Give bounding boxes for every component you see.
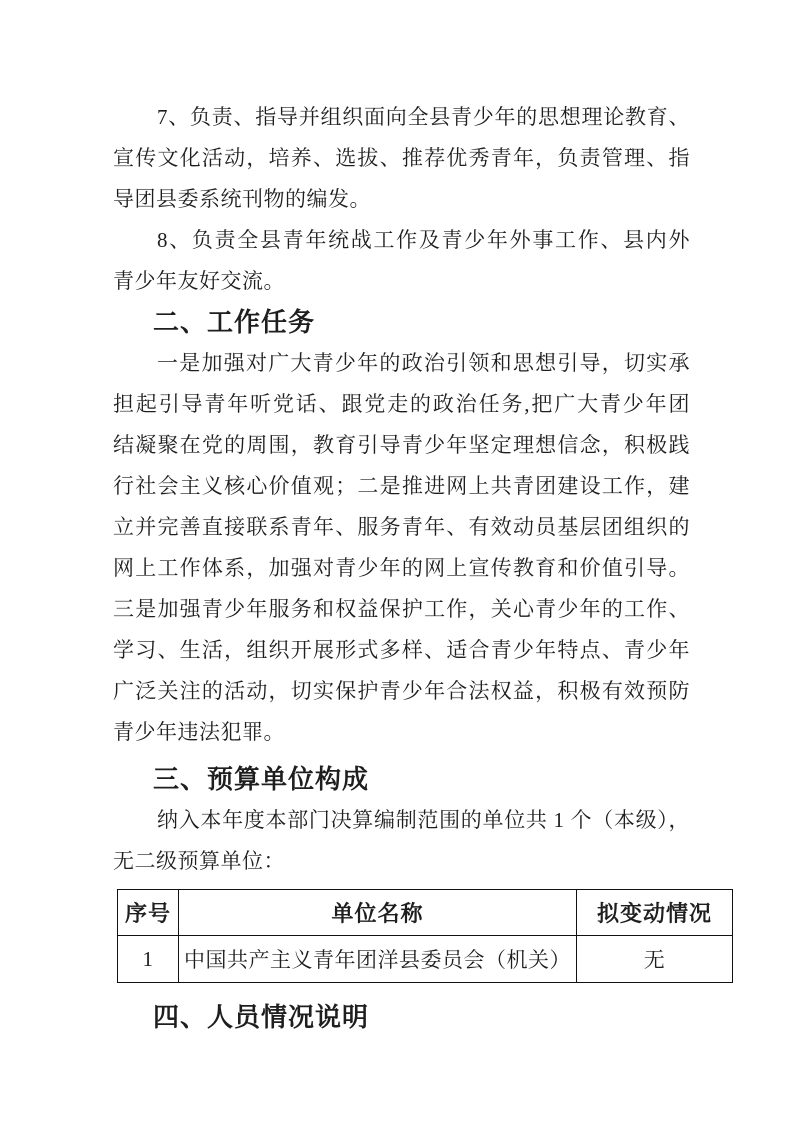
paragraph-line: 导团县委系统刊物的编发。	[113, 187, 371, 211]
section-heading-work-tasks: 二、工作任务	[153, 307, 316, 337]
unit-table	[117, 889, 733, 983]
paragraph-line: 宣传文化活动，培养、选拔、推荐优秀青年，负责管理、指	[113, 146, 690, 170]
table-header-cell-planned-change: 拟变动情况	[577, 890, 733, 936]
section-heading-personnel: 四、人员情况说明	[153, 1002, 370, 1032]
paragraph-line: 纳入本年度本部门决算编制范围的单位共 1 个（本级），	[157, 808, 690, 832]
paragraph-line: 结凝聚在党的周围，教育引导青少年坚定理想信念，积极践	[113, 433, 690, 457]
table-header-cell-index: 序号	[118, 890, 179, 936]
paragraph-line: 三是加强青少年服务和权益保护工作，关心青少年的工作、	[113, 597, 690, 621]
unit-table-header-row	[118, 890, 733, 936]
paragraph-line: 立并完善直接联系青年、服务青年、有效动员基层团组织的	[113, 515, 690, 539]
paragraph-line: 广泛关注的活动，切实保护青少年合法权益，积极有效预防	[113, 679, 690, 703]
paragraph-line: 7、负责、指导并组织面向全县青少年的思想理论教育、	[157, 105, 690, 129]
paragraph-line: 无二级预算单位：	[113, 849, 285, 873]
paragraph-line: 学习、生活，组织开展形式多样、适合青少年特点、青少年	[113, 638, 690, 662]
table-row	[118, 936, 733, 983]
paragraph-line: 行社会主义核心价值观；二是推进网上共青团建设工作，建	[113, 474, 690, 498]
table-cell-index: 1	[118, 936, 179, 983]
paragraph-line: 网上工作体系，加强对青少年的网上宣传教育和价值引导。	[113, 556, 690, 580]
paragraph-line: 一是加强对广大青少年的政治引领和思想引导，切实承	[157, 351, 690, 375]
paragraph-line: 青少年友好交流。	[113, 269, 285, 293]
document-body	[113, 97, 712, 1038]
paragraph-line: 8、负责全县青年统战工作及青少年外事工作、县内外	[157, 228, 690, 252]
paragraph-line: 担起引导青年听党话、跟党走的政治任务,把广大青少年团	[113, 392, 690, 416]
table-cell-unit-name: 中国共产主义青年团洋县委员会（机关）	[179, 936, 577, 983]
paragraph-line: 青少年违法犯罪。	[113, 720, 285, 744]
section-heading-budget-units: 三、预算单位构成	[153, 764, 370, 794]
table-header-cell-unit-name: 单位名称	[179, 890, 577, 936]
table-cell-planned-change: 无	[577, 936, 733, 983]
